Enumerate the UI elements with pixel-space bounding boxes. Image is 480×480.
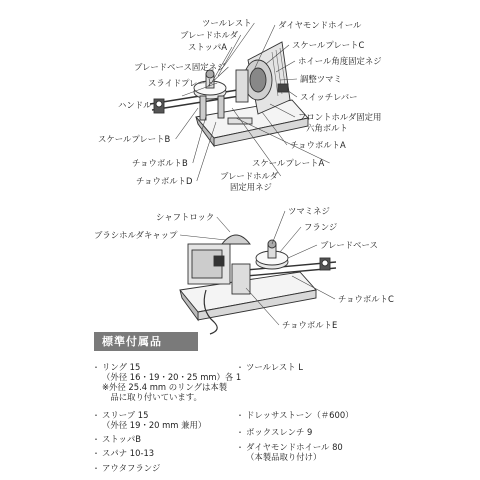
accessory-item: リング 15 （外径 16・19・20・25 mm）各 1 ※外径 25.4 mm のリングは本製 品に取り付いています。 [102, 362, 242, 402]
label-shaft-lock: シャフトロック [156, 212, 215, 222]
label-brush-holder-cap: ブラシホルダキャップ [94, 230, 178, 240]
label-handle: ハンドル [118, 100, 152, 110]
accessory-item: スパナ 10-13 [102, 448, 155, 458]
label-adjust-knob: 調整ツマミ [300, 74, 342, 84]
accessory-item: ストッパB [102, 434, 141, 444]
label-tool-rest: ツールレスト [202, 18, 252, 28]
bullet-icon: ・ [92, 449, 100, 458]
accessory-item: ドレッサストーン（＃600） [246, 410, 354, 420]
label-knob-e: チョウボルトE [282, 320, 338, 330]
label-holder-screw: ブレードホルダ [220, 171, 278, 181]
accessory-item: ボックスレンチ 9 [246, 427, 313, 437]
accessory-item: アウタフランジ [102, 463, 161, 473]
label-knob-a: チョウボルトA [290, 140, 346, 150]
bullet-icon: ・ [92, 411, 100, 420]
bullet-icon: ・ [92, 363, 100, 372]
label-slide-plate: スライドプレート [148, 78, 215, 88]
leader-shaft-lock [217, 217, 230, 232]
label-knob-c: チョウボルトC [338, 294, 394, 304]
bullet-icon: ・ [236, 363, 244, 372]
leader-brush-holder-cap [180, 235, 226, 240]
label-scale-plate-a: スケールプレートA [252, 158, 325, 168]
label-stopper-a: ストッパA [188, 42, 227, 52]
label-scale-plate-b: スケールプレートB [98, 134, 171, 144]
accessory-item: ダイヤモンドホイール 80 （本製品取り付け） [246, 442, 343, 462]
label-scale-plate-c: スケールプレートC [292, 40, 365, 50]
accessory-item: スリーブ 15 （外径 19・20 mm 兼用） [102, 410, 207, 430]
accessory-item: ツールレスト L [246, 362, 303, 372]
label-blade-holder: ブレードホルダ [180, 30, 238, 40]
label-wing-screw: ツマミネジ [288, 206, 330, 216]
bullet-icon: ・ [236, 428, 244, 437]
leader-wing-screw [272, 211, 285, 244]
bullet-icon: ・ [92, 464, 100, 473]
label-diamond-wheel: ダイヤモンドホイール [278, 20, 362, 30]
standard-accessories-header: 標準付属品 [94, 332, 198, 351]
label-wheel-angle-screw: ホイール角度固定ネジ [298, 56, 382, 66]
label-front-holder-bolt: フロントホルダ固定用 [298, 112, 382, 122]
label-blade-base: ブレードベース [320, 240, 378, 250]
leader-blade-base [288, 245, 317, 258]
label-holder-screw-2: 固定用ネジ [230, 182, 272, 192]
label-switch-lever: スイッチレバー [300, 92, 358, 102]
leader-scale-plate-b [176, 108, 198, 139]
bullet-icon: ・ [92, 435, 100, 444]
label-blade-base-screw: ブレードベース固定ネジ [134, 62, 226, 72]
label-front-holder-bolt-2: 六角ボルト [306, 123, 348, 133]
bullet-icon: ・ [236, 411, 244, 420]
machine-illustration-top [150, 42, 308, 146]
label-knob-b: チョウボルトB [132, 158, 188, 168]
leader-flange [280, 227, 301, 252]
label-flange: フランジ [304, 222, 338, 232]
label-knob-d: チョウボルトD [136, 176, 193, 186]
bullet-icon: ・ [236, 443, 244, 452]
